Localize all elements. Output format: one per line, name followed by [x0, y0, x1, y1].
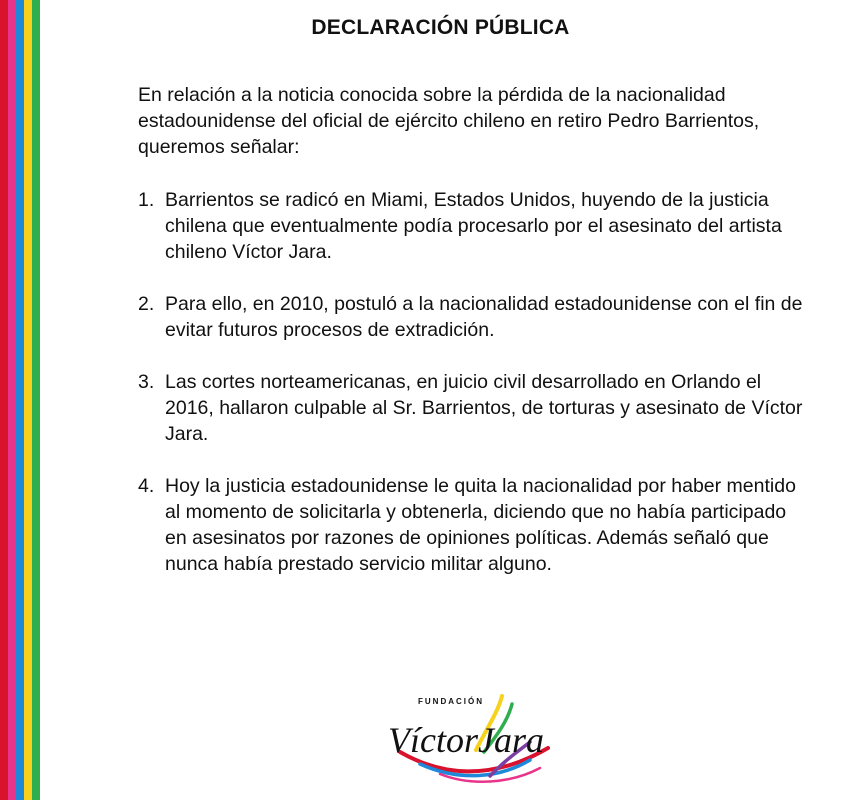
page-title: DECLARACIÓN PÚBLICA [311, 16, 570, 39]
list-item [138, 187, 803, 265]
item-number: 1. [138, 189, 155, 211]
stripe-blue [16, 0, 24, 800]
fundacion-logo [380, 690, 560, 790]
item-number: 2. [138, 293, 155, 315]
points-list [138, 187, 803, 577]
intro-paragraph: En relación a la noticia conocida sobre la pérdida de la nacionalidad estadounidense del oficial de ejército chileno en retiro Pedro Barrientos, queremos señalar: [138, 84, 760, 158]
stripe-pink [8, 0, 16, 800]
logo-top-text: FUNDACIÓN [418, 697, 484, 706]
list-item [138, 369, 803, 447]
item-text: Barrientos se radicó en Miami, Estados Unidos, huyendo de la justicia chilena que eventualmente podía procesarlo por el asesinato del artista chileno Víctor Jara. [165, 189, 782, 263]
item-text: Las cortes norteamericanas, en juicio civil desarrollado en Orlando el 2016, hallaron culpable al Sr. Barrientos, de torturas y asesinato de Víctor Jara. [165, 371, 803, 445]
item-text: Hoy la justicia estadounidense le quita la nacionalidad por haber mentido al momento de solicitarla y obtenerla, diciendo que no había participado en asesinatos por razones de opiniones políticas. Además señaló que nunca había prestado servicio militar alguno. [165, 475, 796, 575]
stripe-red [0, 0, 8, 800]
logo-name-text: VíctorJara [388, 720, 544, 760]
item-text: Para ello, en 2010, postuló a la nacionalidad estadounidense con el fin de evitar futuros procesos de extradición. [165, 293, 803, 341]
statement-body [138, 82, 803, 603]
item-number: 4. [138, 475, 155, 497]
list-item [138, 291, 803, 343]
stripe-yellow [24, 0, 32, 800]
item-number: 3. [138, 371, 155, 393]
list-item [138, 473, 803, 577]
rainbow-stripes [0, 0, 40, 800]
stripe-green [32, 0, 40, 800]
